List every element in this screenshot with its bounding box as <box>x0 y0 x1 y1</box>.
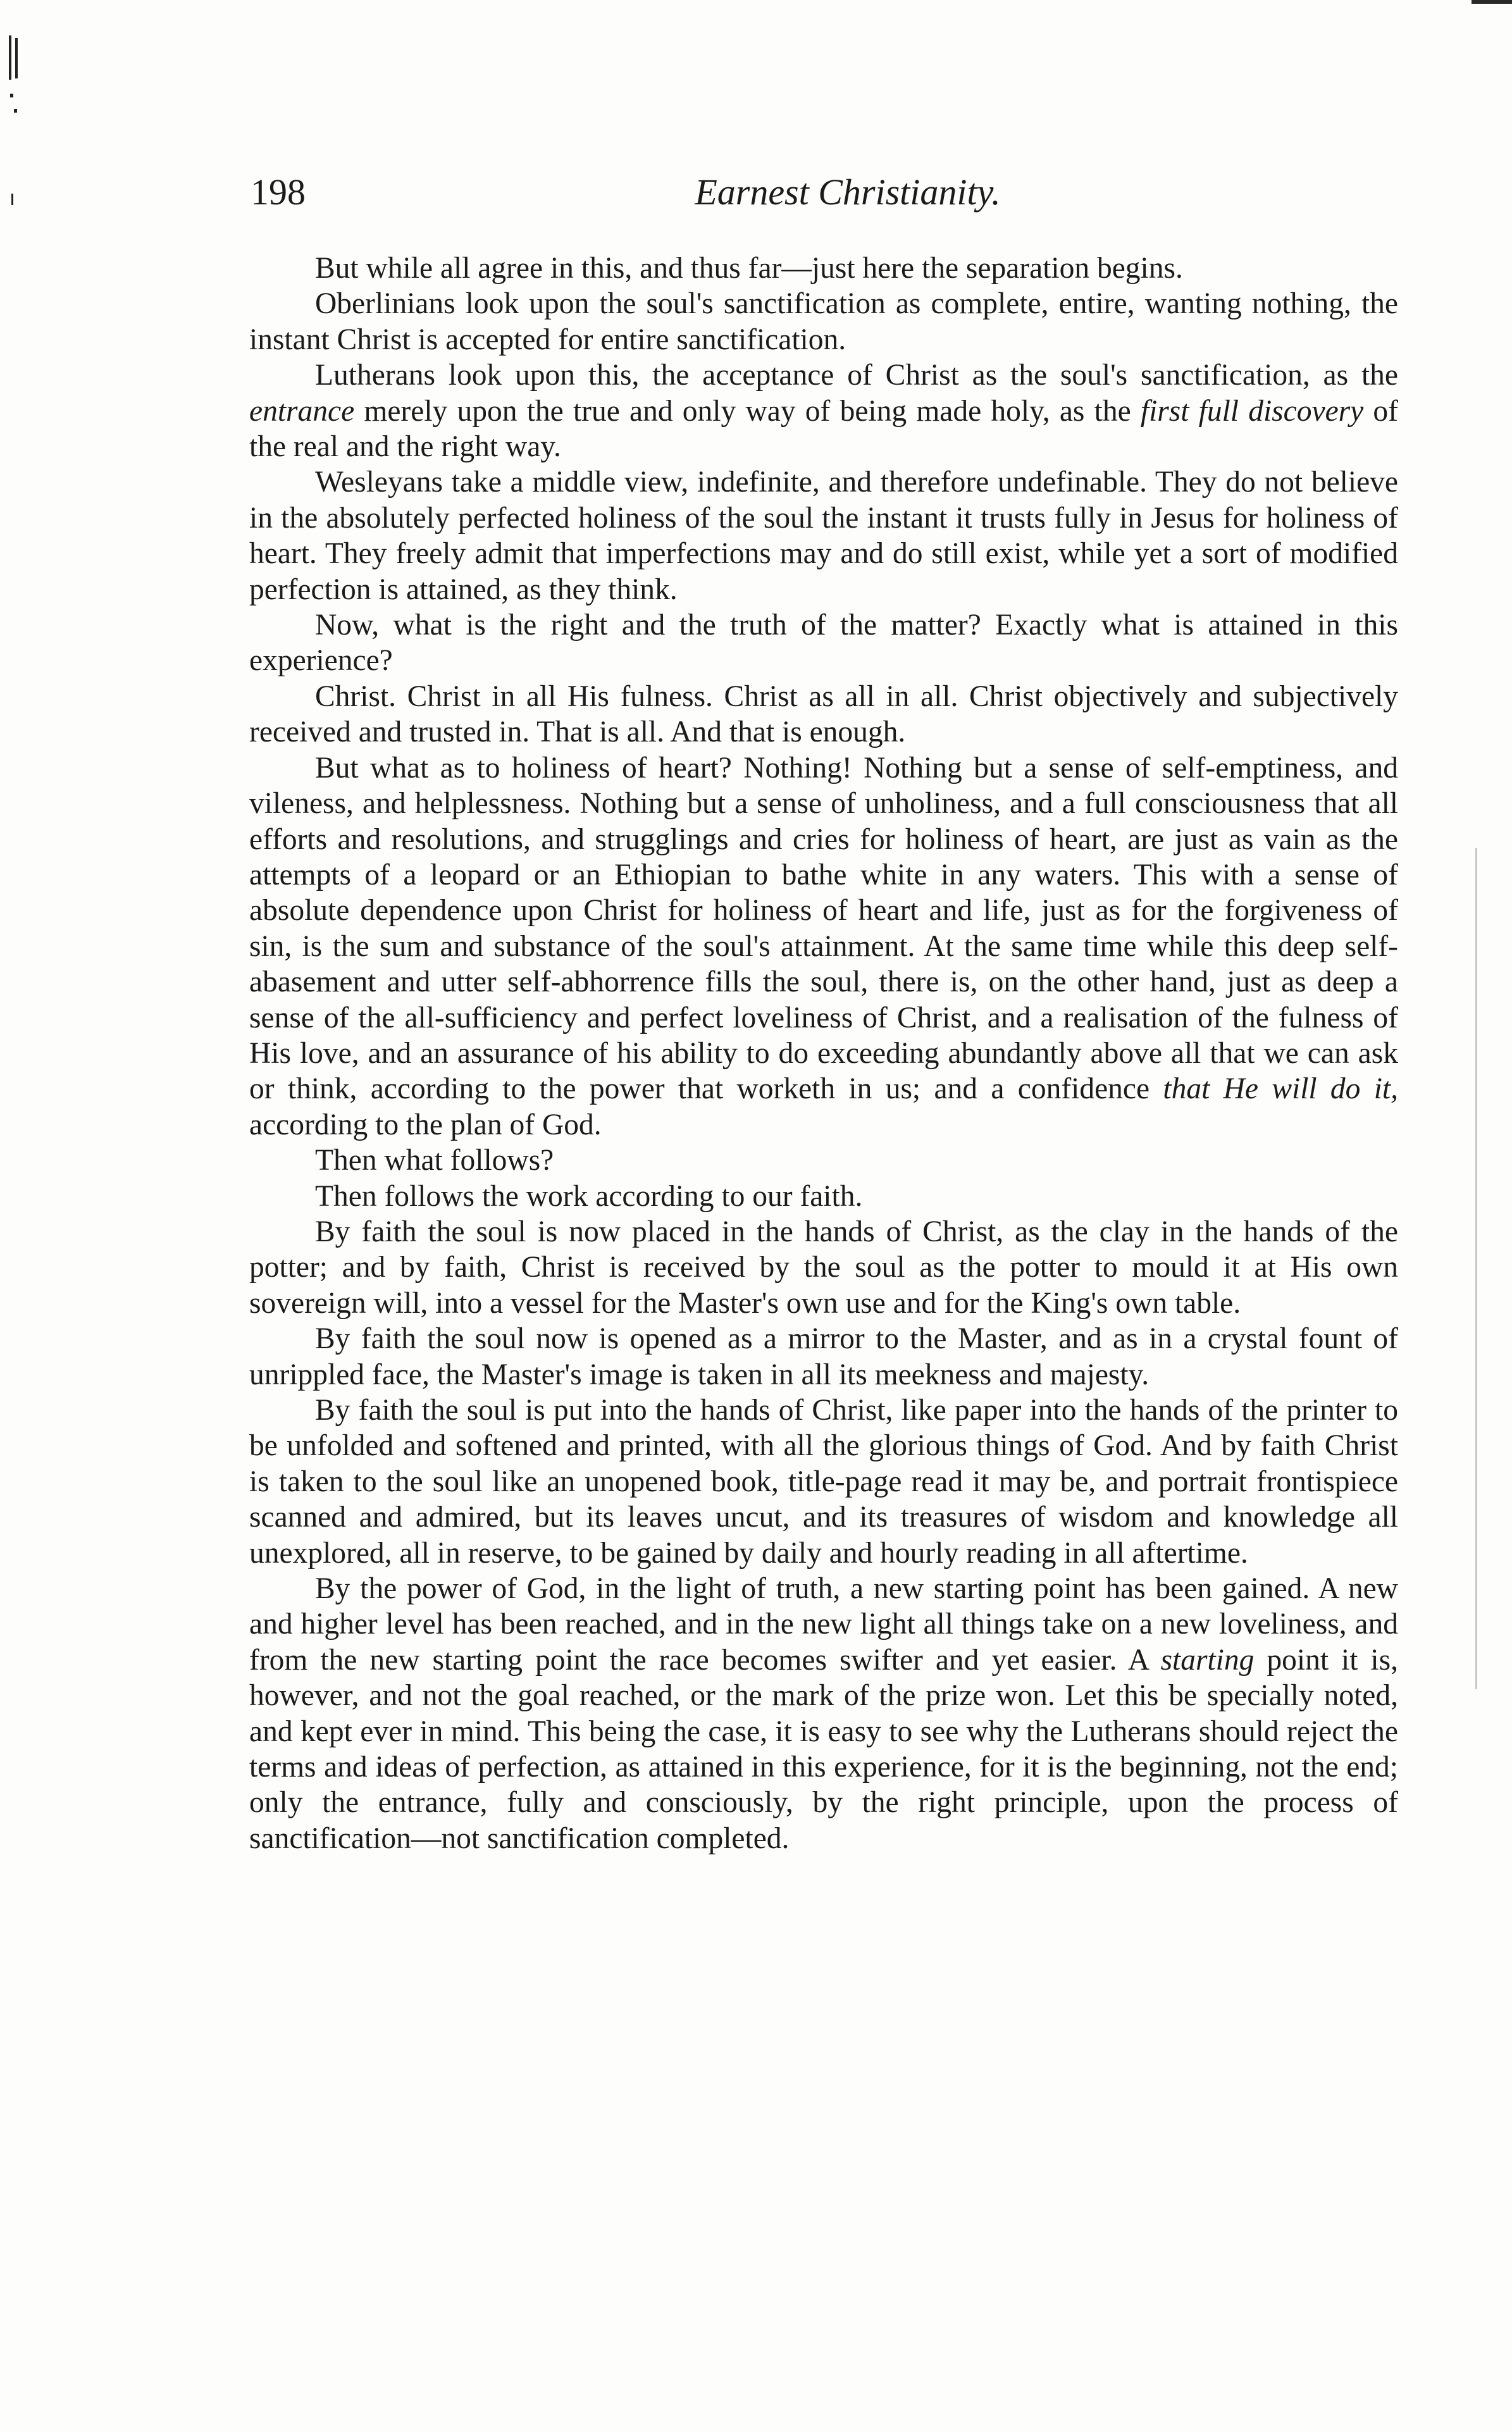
running-head <box>251 170 1394 215</box>
paragraph-text: But while all agree in this, and thus far—just here the separation begins. <box>315 252 1183 285</box>
italic-text: first full discovery <box>1140 394 1364 428</box>
scan-speck <box>15 38 18 78</box>
paragraph-text: But what as to holiness of heart? Nothing! Nothing but a sense of self-emptiness, and vileness, and helplessness. Nothing but a sense of unholiness, and a full consciousness that all efforts and resolutions, and strugglings and cries for holiness of heart, are just as vain as the attempts of a leopard or an Ethiopian to bathe white in any waters. This with a sense of absolute dependence upon Christ for holiness of heart and life, just as for the forgiveness of sin, is the sum and substance of the soul's attainment. At the same time while this deep self-abasement and utter self-abhorrence fills the soul, there is, on the other hand, just as deep a sense of the all-sufficiency and perfect loveliness of Christ, and a realisation of the fulness of His love, and an assurance of his ability to do exceeding abundantly above all that we can ask or think, according to the power that worketh in us; and a confidence <box>249 751 1398 1106</box>
paragraph <box>249 1571 1398 1856</box>
paragraph <box>249 1214 1398 1321</box>
paragraph <box>249 607 1398 679</box>
paragraph <box>249 1393 1398 1571</box>
scan-speck <box>9 35 11 80</box>
paragraph-text: Wesleyans take a middle view, indefinite, and therefore undefinable. They do not believe in the absolutely perfected holiness of the soul the instant it trusts fully in Jesus for holiness of heart. They freely admit that imperfections may and do still exist, while yet a sort of modified perfection is attained, as they think. <box>249 466 1398 606</box>
paragraph-text: Oberlinians look upon the soul's sanctification as complete, entire, wanting nothing, the instant Christ is accepted for entire sanctification. <box>249 287 1398 356</box>
paragraph <box>249 679 1398 750</box>
paragraph-text: Lutherans look upon this, the acceptance of Christ as the soul's sanctification, as the <box>315 359 1398 392</box>
paragraph-text: of the real and the right way. <box>249 394 1398 464</box>
paragraph-text: By faith the soul is put into the hands of Christ, like paper into the hands of the printer to be unfolded and softened and printed, with all the glorious things of God. And by faith Christ is taken to the soul like an unopened book, title-page read it may be, and portrait frontispiece scanned and admired, but its leaves uncut, and its treasures of wisdom and knowledge all unexplored, all in reserve, to be gained by daily and hourly reading in all aftertime. <box>249 1394 1398 1570</box>
paragraph-text: Now, what is the right and the truth of the matter? Exactly what is attained in this experience? <box>249 609 1398 678</box>
paragraph <box>249 286 1398 357</box>
paragraph-text: Christ. Christ in all His fulness. Christ as all in all. Christ objectively and subjectively received and trusted in. That is all. And that is enough. <box>249 679 1398 749</box>
paragraph-text: point it is, however, and not the goal reached, or the mark of the prize won. Let this be specially noted, and kept ever in mind. This being the case, it is easy to see why the Lutherans should reject the terms and ideas of perfection, as attained in this experience, for it is the beginning, not the end; only the entrance, fully and consciously, by the right principle, upon the process of sanctification—not sanctification completed. <box>249 1643 1398 1855</box>
paragraph-text: Then follows the work according to our faith. <box>315 1179 863 1213</box>
body-text <box>249 251 1398 1856</box>
paragraph <box>249 251 1398 286</box>
paragraph <box>249 1143 1398 1178</box>
running-title: Earnest Christianity. <box>695 171 1001 213</box>
paragraph <box>249 1179 1398 1214</box>
italic-text: that He will do it, <box>1163 1072 1398 1106</box>
paragraph-text: By faith the soul now is opened as a mirror to the Master, and as in a crystal fount of unrippled face, the Master's image is taken in all its meekness and majesty. <box>249 1322 1398 1391</box>
paragraph <box>249 1321 1398 1393</box>
paragraph-text: merely upon the true and only way of being made holy, as the <box>354 394 1141 428</box>
margin-line <box>1475 848 1477 1689</box>
scan-speck <box>14 109 17 113</box>
scan-speck <box>10 94 13 97</box>
paragraph-text: By the power of God, in the light of truth, a new starting point has been gained. A new and higher level has been reached, and in the new light all things take on a new loveliness, and from the new starting point the race becomes swifter and yet easier. A <box>249 1572 1398 1677</box>
page-number: 198 <box>251 171 306 213</box>
paragraph-text: according to the plan of God. <box>249 1108 602 1141</box>
italic-text: entrance <box>249 394 355 428</box>
paragraph <box>249 357 1398 464</box>
paragraph-text: By faith the soul is now placed in the hands of Christ, as the clay in the hands of the potter; and by faith, Christ is received by the soul as the potter to mould it at His own sovereign will, into a vessel for the Master's own use and for the King's own table. <box>249 1215 1398 1320</box>
italic-text: starting <box>1160 1643 1255 1677</box>
scan-speck <box>11 194 13 205</box>
paragraph <box>249 464 1398 607</box>
scan-edge-mark <box>1472 0 1512 4</box>
paragraph <box>249 750 1398 1143</box>
paragraph-text: Then what follows? <box>315 1144 554 1177</box>
